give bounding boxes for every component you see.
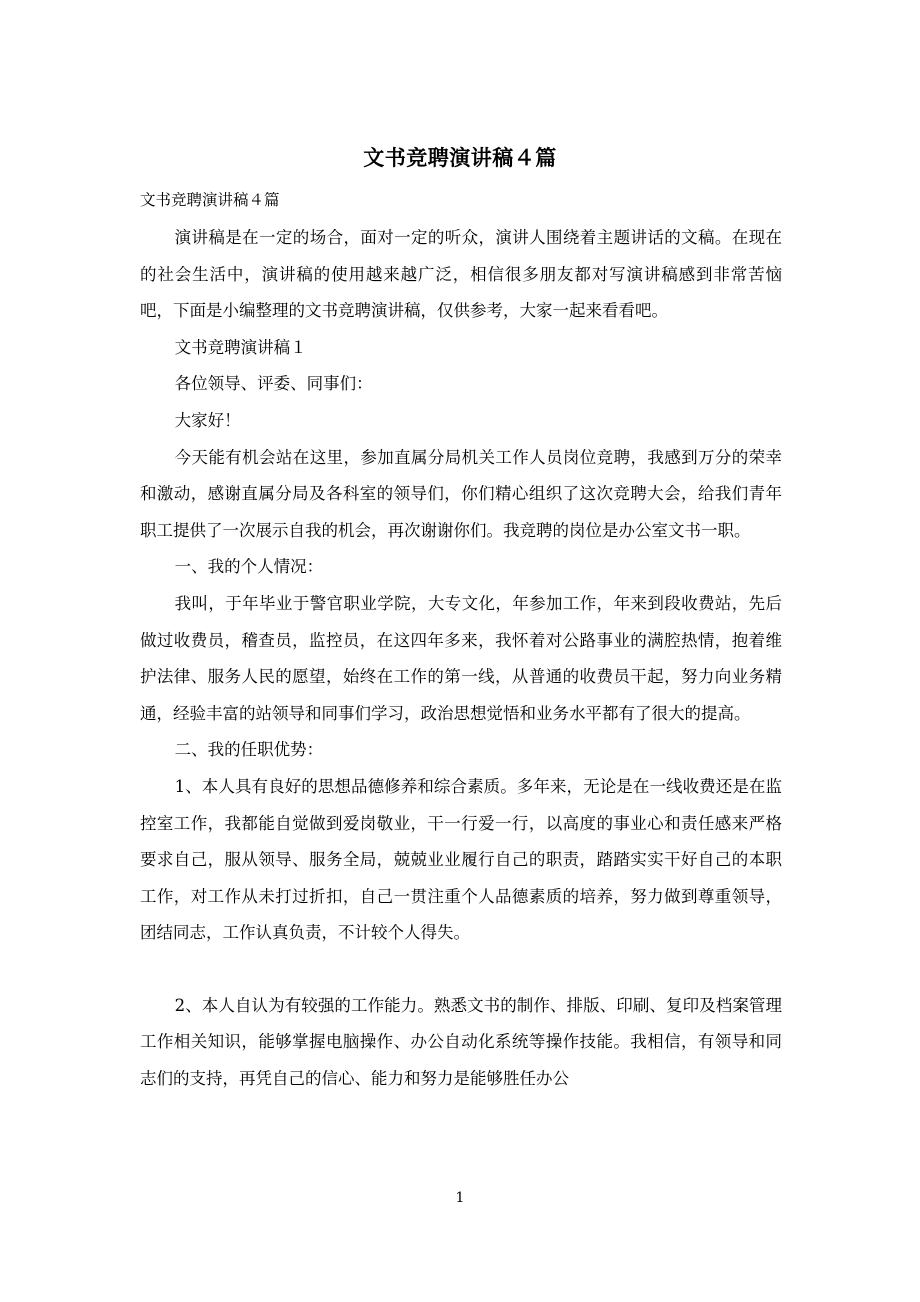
paragraph-opening: 今天能有机会站在这里，参加直属分局机关工作人员岗位竞聘，我感到万分的荣幸和激动，感谢直属分局及各科室的领导们，你们精心组织了这次竞聘大会，给我们青年职工提供了一次展示自我的机会，再次谢谢你们。我竞聘的岗位是办公室文书一职。 [140,447,782,540]
page-number: 1 [455,1190,465,1206]
paragraph-advantage-1: 1、本人具有良好的思想品德修养和综合素质。多年来，无论是在一线收费还是在监控室工作，我都能自觉做到爱岗敬业，干一行爱一行，以高度的事业心和责任感来严格要求自己，服从领导、服务全局，兢兢业业履行自己的职责，踏踏实实干好自己的本职工作，对工作从未打过折扣，自己一贯注重个人品德素质的培养，努力做到尊重领导，团结同志，工作认真负责，不计较个人得失。 [140,776,782,943]
paragraph-heading: 文书竞聘演讲稿１ [174,337,307,357]
document-subtitle: 文书竞聘演讲稿４篇 [140,191,280,209]
paragraph-salutation: 各位领导、评委、同事们： [174,374,373,394]
paragraph-section-one: 一、我的个人情况： [174,557,324,577]
document-title: 文书竞聘演讲稿４篇 [363,145,557,170]
document-body [140,220,782,1098]
paragraph-advantage-2: 2、本人自认为有较强的工作能力。熟悉文书的制作、排版、印刷、复印及档案管理工作相关知识，能够掌握电脑操作、办公自动化系统等操作技能。我相信，有领导和同志们的支持，再凭自己的信心、能力和努力是能够胜任办公 [140,995,782,1089]
paragraph-personal-info: 我叫，于年毕业于警官职业学院，大专文化，年参加工作，年来到段收费站，先后做过收费员，稽查员，监控员，在这四年多来，我怀着对公路事业的满腔热情，抱着维护法律、服务人民的愿望，始终在工作的第一线，从普通的收费员干起，努力向业务精通，经验丰富的站领导和同事们学习，政治思想觉悟和业务水平都有了很大的提高。 [140,593,782,723]
paragraph-intro: 演讲稿是在一定的场合，面对一定的听众，演讲人围绕着主题讲话的文稿。在现在的社会生活中，演讲稿的使用越来越广泛，相信很多朋友都对写演讲稿感到非常苦恼吧，下面是小编整理的文书竞聘演讲稿，仅供参考，大家一起来看看吧。 [140,228,782,321]
paragraph-greeting: 大家好！ [174,410,241,430]
paragraph-section-two: 二、我的任职优势： [174,740,324,760]
